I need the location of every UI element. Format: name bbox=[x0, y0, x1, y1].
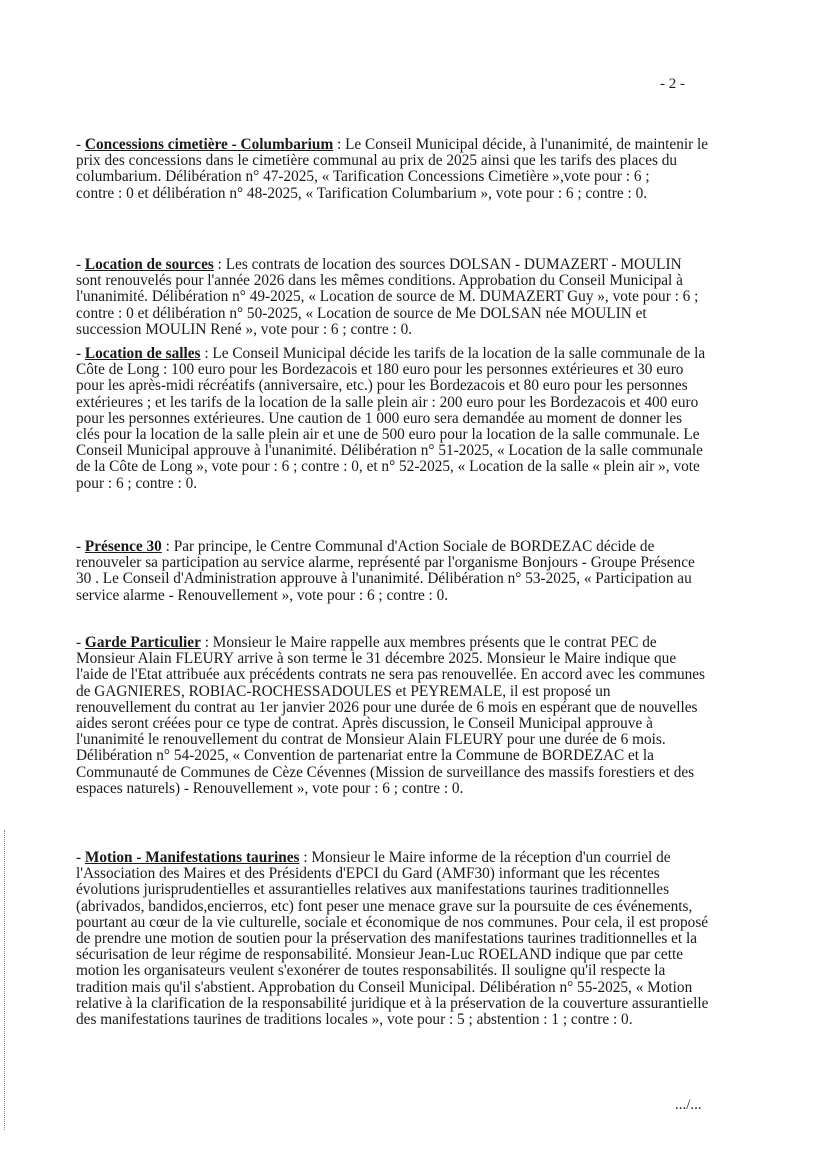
section-motion-taurines: - Motion - Manifestations taurines : Monsieur le Maire informe de la réception d'un courriel de l'Association des Maires et des Présidents d'EPCI du Gard (AMF30) informant que les récentes évolutions jurisprudentielles et assurantielles relatives aux manifestations taurines traditionnelles (abrivados, bandidos,encierros, etc) font peser une menace grave sur la poursuite de ces événements, pourtant au cœur de la vie culturelle, sociale et économique de nos communes. Pour cela, il est proposé de prendre une motion de soutien pour la préservation des manifestations taurines traditionnelles et la sécurisation de leur régime de responsabilité. Monsieur Jean-Luc ROELAND indique que par cette motion les organisateurs veulent s'exonérer de toutes responsabilités. Il souligne qu'il respecte la tradition mais qu'il s'abstient. Approbation du Conseil Municipal. Délibération n° 55-2025, « Motion relative à la clarification de la responsabilité juridique et à la préservation de la couverture assurantielle des manifestations taurines de traditions locales », vote pour : 5 ; abstention : 1 ; contre : 0. bbox=[76, 850, 776, 1028]
section-title: Motion - Manifestations taurines bbox=[84, 849, 300, 866]
text-line: sont renouvelés pour l'année 2026 dans les mêmes conditions. Approbation du Conseil Municipal à bbox=[76, 272, 683, 290]
text-line: de la Côte de Long », vote pour : 6 ; contre : 0, et n° 52-2025, « Location de la salle « plein air », vote bbox=[76, 458, 700, 476]
text-line: columbarium. Délibération n° 47-2025, « Tarification Concessions Cimetière »,vote pour : 6 ; bbox=[76, 168, 650, 186]
text-line: l'Association des Maires et des Présidents d'EPCI du Gard (AMF30) informant que les récentes bbox=[76, 865, 660, 883]
text-line: Côte de Long : 100 euro pour les Bordezacois et 180 euro pour les personnes extérieures et 30 euro bbox=[76, 361, 684, 379]
text-line: des manifestations taurines de traditions locales », vote pour : 5 ; abstention : 1 ; contre : 0. bbox=[76, 1010, 633, 1028]
text-line: de GAGNIERES, ROBIAC-ROCHESSADOULES et PEYREMALE, il est proposé un bbox=[76, 682, 611, 700]
text-line: prix des concessions dans le cimetière communal au prix de 2025 ainsi que les tarifs des places du bbox=[76, 152, 678, 170]
scan-margin-mark bbox=[4, 830, 7, 1130]
text-line: l'unanimité le renouvellement du contrat de Monsieur Alain FLEURY pour une durée de 6 mois. bbox=[76, 731, 666, 749]
page-number: - 2 - bbox=[660, 76, 685, 92]
text-line: contre : 0 et délibération n° 48-2025, « Tarification Columbarium », vote pour : 6 ; contre : 0. bbox=[76, 184, 648, 202]
section-concessions: - Concessions cimetière - Columbarium : Le Conseil Municipal décide, à l'unanimité, de maintenir le prix des concessions dans le cimetière communal au prix de 2025 ainsi que les tarifs des places du columbarium. Délibération n° 47-2025, « Tarification Concessions Cimetière »,vote pour : 6 ; contre : 0 et délibération n° 48-2025, « Tarification Columbarium », vote pour : 6 ; contre : 0. bbox=[76, 137, 776, 202]
continuation-marker: .../... bbox=[675, 1097, 702, 1113]
text-line: évolutions jurisprudentielles et assurantielles relatives aux manifestations taurines traditionnelles bbox=[76, 881, 670, 899]
text-line: pourtant au cœur de la vie culturelle, sociale et économique de nos communes. Pour cela, il est proposé bbox=[76, 913, 709, 931]
text-line: l'aide de l'Etat attribuée aux précédents contrats ne sera pas renouvellée. En accord avec les communes bbox=[76, 666, 706, 684]
section-title: Garde Particulier bbox=[84, 634, 201, 651]
section-title: Présence 30 bbox=[84, 538, 162, 555]
text-line: tradition mais qu'il s'abstient. Approbation du Conseil Municipal. Délibération n° 55-2025, « Motion bbox=[76, 978, 693, 996]
section-presence-30: - Présence 30 : Par principe, le Centre Communal d'Action Sociale de BORDEZAC décide de renouveler sa participation au service alarme, représenté par l'organisme Bonjours - Groupe Présence 30 . Le Conseil d'Administration approuve à l'unanimité. Délibération n° 53-2025, « Participation au service alarme - Renouvellement », vote pour : 6 ; contre : 0. bbox=[76, 539, 776, 604]
text-line: Monsieur Alain FLEURY arrive à son terme le 31 décembre 2025. Monsieur le Maire indique que bbox=[76, 650, 677, 668]
text-line: motion les organisateurs veulent s'exonérer de toutes responsabilités. Il souligne qu'il respecte la bbox=[76, 962, 666, 980]
text-line: relative à la clarification de la responsabilité juridique et à la préservation de la couverture assurantielle bbox=[76, 994, 709, 1012]
text-line: pour les après-midi récréatifs (anniversaire, etc.) pour les Bordezacois et 80 euro pour les personnes bbox=[76, 377, 688, 395]
section-title: Concessions cimetière - Columbarium bbox=[84, 136, 334, 153]
text-line: l'unanimité. Délibération n° 49-2025, « Location de source de M. DUMAZERT Guy », vote pour : 6 ; bbox=[76, 288, 699, 306]
text-line: renouveler sa participation au service alarme, représenté par l'organisme Bonjours - Groupe Présence bbox=[76, 554, 695, 572]
text-line: succession MOULIN René », vote pour : 6 ; contre : 0. bbox=[76, 320, 413, 338]
text-line: sécurisation de leur régime de responsabilité. Monsieur Jean-Luc ROELAND indique que par cette bbox=[76, 946, 684, 964]
text-line: Délibération n° 54-2025, « Convention de partenariat entre la Commune de BORDEZAC et la bbox=[76, 747, 654, 765]
text-line: (abrivados, bandidos,encierros, etc) font peser une menace grave sur la poursuite de ces événements, bbox=[76, 897, 693, 915]
text-line: renouvellement du contrat au 1er janvier 2026 pour une durée de 6 mois en espérant que de nouvelles bbox=[76, 698, 698, 716]
section-location-salles: - Location de salles : Le Conseil Municipal décide les tarifs de la location de la salle communale de la Côte de Long : 100 euro pour les Bordezacois et 180 euro pour les personnes extérieures et 30 euro pour les après-midi récréatifs (anniversaire, etc.) pour les Bordezacois et 80 euro pour les personnes extérieures ; et les tarifs de la location de la salle plein air : 200 euro pour les Bordezacois et 400 euro pour les personnes extérieures. Une caution de 1 000 euro sera demandée au moment de donner les clés pour la location de la salle plein air et une de 500 euro pour la location de la salle communale. Le Conseil Municipal approuve à l'unanimité. Délibération n° 51-2025, « Location de la salle communale de la Côte de Long », vote pour : 6 ; contre : 0, et n° 52-2025, « Location de la salle « plein air », vote pour : 6 ; contre : 0. bbox=[76, 346, 776, 492]
text-line: aides seront créées pour ce type de contrat. Après discussion, le Conseil Municipal approuve à bbox=[76, 714, 653, 732]
text-line: espaces naturels) - Renouvellement », vote pour : 6 ; contre : 0. bbox=[76, 779, 464, 797]
section-garde-particulier: - Garde Particulier : Monsieur le Maire rappelle aux membres présents que le contrat PEC de Monsieur Alain FLEURY arrive à son terme le 31 décembre 2025. Monsieur le Maire indique que l'aide de l'Etat attribuée aux précédents contrats ne sera pas renouvellée. En accord avec les communes de GAGNIERES, ROBIAC-ROCHESSADOULES et PEYREMALE, il est proposé un renouvellement du contrat au 1er janvier 2026 pour une durée de 6 mois en espérant que de nouvelles aides seront créées pour ce type de contrat. Après discussion, le Conseil Municipal approuve à l'unanimité le renouvellement du contrat de Monsieur Alain FLEURY pour une durée de 6 mois. Délibération n° 54-2025, « Convention de partenariat entre la Commune de BORDEZAC et la Communauté de Communes de Cèze Cévennes (Mission de surveillance des massifs forestiers et des espaces naturels) - Renouvellement », vote pour : 6 ; contre : 0. bbox=[76, 635, 776, 797]
text-line: Communauté de Communes de Cèze Cévennes (Mission de surveillance des massifs forestiers et des bbox=[76, 763, 695, 781]
section-location-sources: - Location de sources : Les contrats de location des sources DOLSAN - DUMAZERT - MOULIN sont renouvelés pour l'année 2026 dans les mêmes conditions. Approbation du Conseil Municipal à l'unanimité. Délibération n° 49-2025, « Location de source de M. DUMAZERT Guy », vote pour : 6 ; contre : 0 et délibération n° 50-2025, « Location de source de Me DOLSAN née MOULIN et succession MOULIN René », vote pour : 6 ; contre : 0. bbox=[76, 257, 776, 338]
text-line: pour : 6 ; contre : 0. bbox=[76, 474, 198, 492]
text-line: extérieures ; et les tarifs de la location de la salle plein air : 200 euro pour les Bordezacois et 400 euro bbox=[76, 393, 699, 411]
text-line: de prendre une motion de soutien pour la préservation des manifestations taurines traditionnelles et la bbox=[76, 929, 698, 947]
section-title: Location de salles bbox=[84, 345, 201, 362]
text-line: 30 . Le Conseil d'Administration approuve à l'unanimité. Délibération n° 53-2025, « Participation au bbox=[76, 570, 692, 588]
text-line: clés pour la location de la salle plein air et une de 500 euro pour la location de la salle communale. Le bbox=[76, 425, 700, 443]
text-line: contre : 0 et délibération n° 50-2025, « Location de source de Me DOLSAN née MOULIN et bbox=[76, 304, 647, 322]
text-line: service alarme - Renouvellement », vote pour : 6 ; contre : 0. bbox=[76, 586, 449, 604]
text-line: pour les personnes extérieures. Une caution de 1 000 euro sera demandée au moment de donner les bbox=[76, 409, 683, 427]
text-line: Conseil Municipal approuve à l'unanimité. Délibération n° 51-2025, « Location de la salle communale bbox=[76, 442, 703, 460]
section-title: Location de sources bbox=[84, 256, 214, 273]
